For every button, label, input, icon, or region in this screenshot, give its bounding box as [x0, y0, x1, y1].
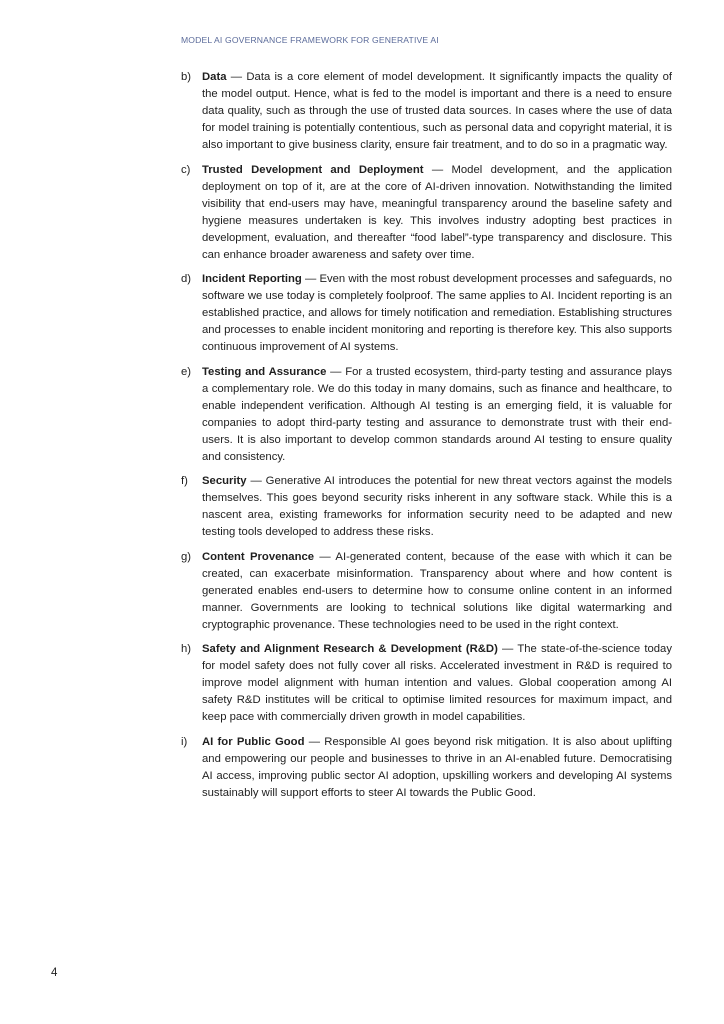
item-heading: AI for Public Good	[202, 735, 305, 748]
item-heading: Content Provenance	[202, 550, 315, 563]
list-item-security	[181, 473, 672, 541]
item-heading: Security	[202, 475, 247, 487]
item-heading: Incident Reporting	[202, 273, 302, 285]
list-marker: g)	[181, 550, 192, 563]
item-text: — Responsible AI goes beyond risk mitigation. It is also about uplifting and empowering our people and businesses to thrive in an AI-enabled future. Democratising AI access, improving public sector AI adoption, upskilling workers and developing AI systems sustainably will support efforts to steer AI towards the Public Good.	[202, 735, 672, 799]
list-item-public-good	[181, 734, 672, 802]
list-item-incident-reporting	[181, 271, 672, 356]
list-marker: c)	[181, 163, 191, 176]
item-text: — For a trusted ecosystem, third-party testing and assurance plays a complementary role. We do this today in many domains, such as finance and healthcare, to enable independent verification. Although AI testing is an emerging field, it is valuable for companies to adopt third-party testing and assurance to demonstrate trust with their end-users. It is also important to develop common standards around AI testing to ensure quality and consistency.	[202, 365, 672, 463]
list-marker: e)	[181, 365, 192, 378]
list-marker: d)	[181, 273, 192, 285]
item-heading: Testing and Assurance	[202, 365, 327, 378]
list-marker: i)	[181, 735, 188, 748]
item-text: — Generative AI introduces the potential for new threat vectors against the models themselves. This goes beyond security risks inherent in any software stack. While this is a nascent area, existing frameworks for information security need to be adapted and new testing tools developed to address these risks.	[202, 475, 672, 538]
item-text: — Model development, and the application deployment on top of it, are at the core of AI-driven innovation. Notwithstanding the limited visibility that end-users may have, meaningful transparency around the baseline safety and hygiene measures undertaken is key. This involves industry adopting best practices in development, evaluation, and thereafter “food label”-type transparency and disclosure. This can enhance broader awareness and safety over time.	[202, 163, 672, 261]
list-item-trusted-development	[181, 162, 672, 264]
item-text: — The state-of-the-science today for model safety does not fully cover all risks. Accelerated investment in R&D is required to improve model alignment with human intention and values. Global cooperation among AI safety R&D institutes will be critical to optimise limited resources for maximum impact, and keep pace with commercially driven growth in model capabilities.	[202, 643, 672, 723]
item-text: — Even with the most robust development processes and safeguards, no software we use today is completely foolproof. The same applies to AI. Incident reporting is an established practice, and allows for timely notification and remediation. Establishing structures and processes to enable incident monitoring and reporting is therefore key. This also supports continuous improvement of AI systems.	[202, 273, 672, 353]
item-heading: Data	[202, 71, 227, 83]
list-item-content-provenance	[181, 549, 672, 634]
list-item-safety-alignment	[181, 641, 672, 726]
item-text: — AI-generated content, because of the ease with which it can be created, can exacerbate misinformation. Transparency about where and how content is generated enables end-users to determine how to consume online content in an informed manner. Governments are looking to technical solutions like digital watermarking and cryptographic provenance. These technologies need to be used in the right context.	[202, 550, 672, 631]
item-heading: Safety and Alignment Research & Development (R&D)	[202, 643, 498, 655]
item-text: — Data is a core element of model development. It significantly impacts the quality of the model output. Hence, what is fed to the model is important and there is a need to ensure data quality, such as through the use of trusted data sources. In cases where the use of data for model training is potentially contentious, such as personal data and copyright material, it is also important to give business clarity, ensure fair treatment, and to do so in a pragmatic way.	[202, 71, 672, 151]
framework-dimension-list	[181, 69, 672, 809]
running-header: MODEL AI GOVERNANCE FRAMEWORK FOR GENERATIVE AI	[181, 35, 439, 45]
list-marker: b)	[181, 71, 192, 83]
list-marker: f)	[181, 475, 188, 487]
page-number: 4	[51, 967, 58, 979]
list-item-data	[181, 69, 672, 154]
list-item-testing-assurance	[181, 364, 672, 466]
item-heading: Trusted Development and Deployment	[202, 163, 424, 176]
list-marker: h)	[181, 643, 192, 655]
